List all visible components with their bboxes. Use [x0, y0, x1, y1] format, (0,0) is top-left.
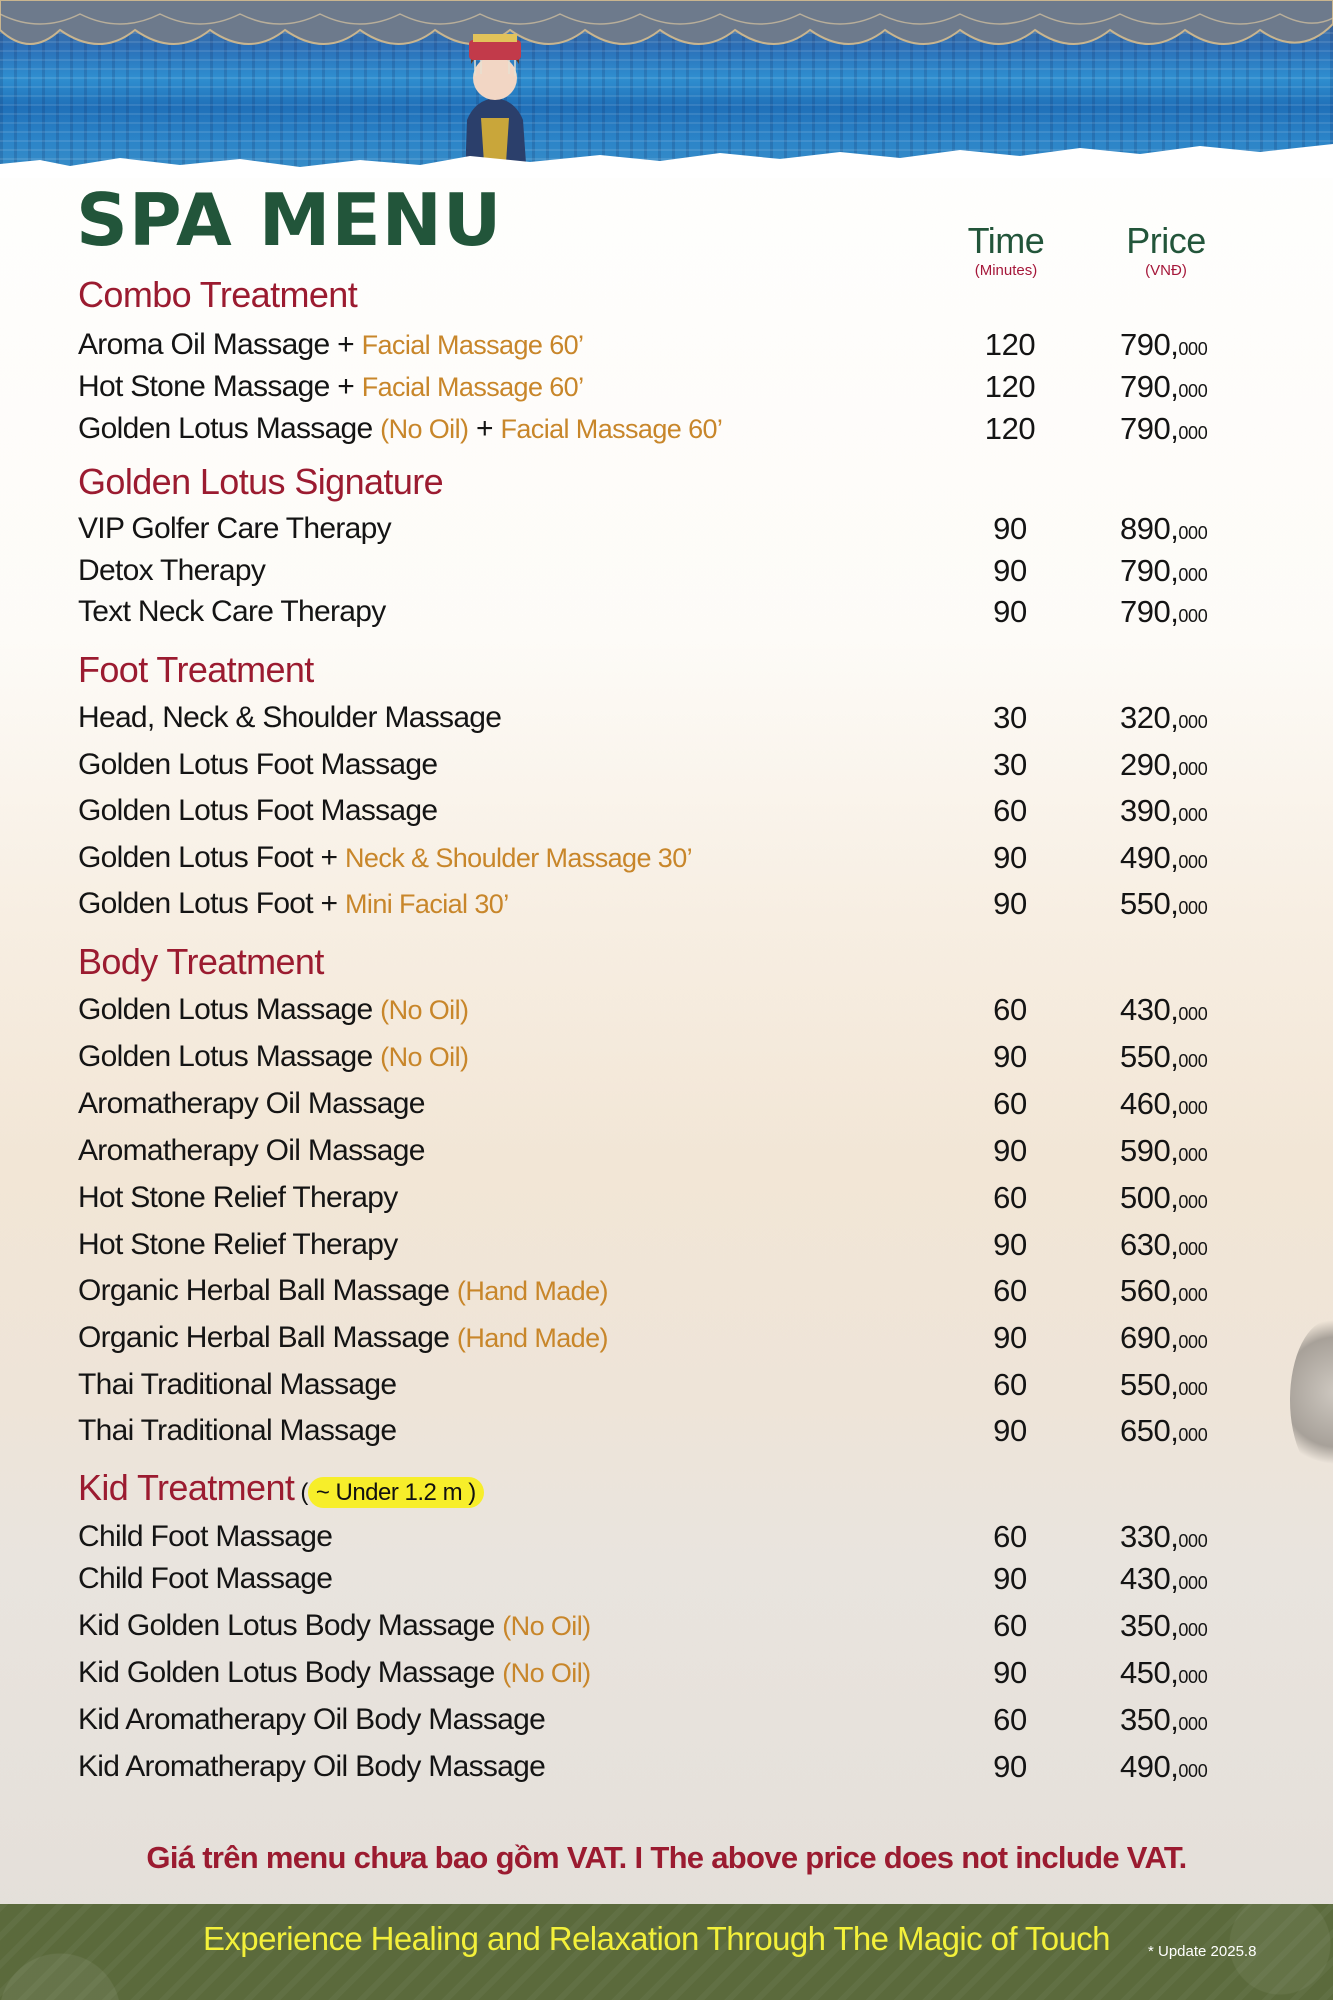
treatment-label: Hot Stone Massage + — [78, 370, 355, 403]
treatment-time: 60 — [993, 1608, 1027, 1643]
time-header-label: Time — [967, 220, 1045, 261]
treatment-time: 90 — [993, 886, 1027, 921]
treatment-addon: (No Oil) — [380, 414, 469, 444]
menu-row — [0, 1037, 1333, 1077]
treatment-price — [1120, 1037, 1207, 1081]
treatment-name: Child Foot Massage — [78, 1520, 333, 1553]
treatment-addon: (Hand Made) — [456, 1276, 608, 1306]
price-thousands: 000 — [1178, 712, 1208, 732]
treatment-price — [1120, 884, 1207, 928]
kid-section-label: Kid Treatment — [78, 1467, 295, 1508]
price-thousands: 000 — [1178, 1192, 1208, 1212]
price-main: 450, — [1120, 1655, 1179, 1690]
menu-row — [0, 1178, 1333, 1218]
menu-row — [0, 367, 1333, 407]
price-thousands: 000 — [1178, 1239, 1208, 1259]
treatment-time: 30 — [993, 700, 1027, 735]
treatment-price — [1120, 1225, 1207, 1269]
treatment-addon: Neck & Shoulder Massage 30’ — [345, 843, 693, 873]
treatment-label: Golden Lotus Foot + — [78, 887, 338, 920]
price-main: 430, — [1120, 992, 1179, 1027]
kid-height-note — [300, 1479, 483, 1506]
treatment-addon: (No Oil) — [380, 1042, 469, 1072]
menu-row — [0, 1606, 1333, 1646]
treatment-time: 60 — [993, 1702, 1027, 1737]
treatment-name — [78, 838, 692, 878]
price-main: 790, — [1120, 369, 1179, 404]
menu-row — [0, 1271, 1333, 1311]
treatment-addon: Facial Massage 60’ — [500, 414, 723, 444]
treatment-price — [1120, 1365, 1207, 1409]
treatment-time: 60 — [993, 793, 1027, 828]
price-header-unit: (VNĐ) — [1145, 262, 1187, 279]
menu-row — [0, 1318, 1333, 1358]
price-thousands: 000 — [1178, 1379, 1208, 1399]
menu-row — [0, 791, 1333, 831]
menu-row — [0, 1131, 1333, 1171]
price-thousands: 000 — [1178, 1332, 1208, 1352]
treatment-name: Hot Stone Relief Therapy — [78, 1181, 398, 1214]
price-thousands: 000 — [1178, 1004, 1208, 1024]
treatment-name: Thai Traditional Massage — [78, 1414, 397, 1447]
price-thousands: 000 — [1178, 1051, 1208, 1071]
price-main: 650, — [1120, 1413, 1179, 1448]
price-main: 490, — [1120, 1749, 1179, 1784]
treatment-time: 90 — [993, 1227, 1027, 1262]
menu-row — [0, 1365, 1333, 1405]
section-title-combo: Combo Treatment — [78, 274, 358, 315]
section-title-body: Body Treatment — [78, 941, 324, 982]
price-thousands: 000 — [1178, 1425, 1208, 1445]
price-thousands: 000 — [1178, 523, 1208, 543]
treatment-name: Aromatherapy Oil Massage — [78, 1087, 425, 1120]
price-thousands: 000 — [1178, 1714, 1208, 1734]
menu-row — [0, 325, 1333, 365]
treatment-name — [78, 409, 722, 449]
menu-row — [0, 1747, 1333, 1787]
treatment-name — [78, 1318, 608, 1358]
treatment-price — [1120, 1318, 1207, 1362]
treatment-price — [1120, 990, 1207, 1034]
treatment-price — [1120, 698, 1207, 742]
treatment-name — [78, 325, 583, 365]
footer-slogan: Experience Healing and Relaxation Through The Magic of Touch — [203, 1920, 1110, 1957]
treatment-label: Golden Lotus Massage — [78, 993, 373, 1026]
treatment-name: Kid Aromatherapy Oil Body Massage — [78, 1703, 546, 1736]
treatment-name: Hot Stone Relief Therapy — [78, 1228, 398, 1261]
treatment-time: 120 — [984, 327, 1036, 362]
menu-row — [0, 1559, 1333, 1599]
treatment-time: 30 — [993, 747, 1027, 782]
menu-row — [0, 838, 1333, 878]
price-main: 430, — [1120, 1561, 1179, 1596]
menu-row — [0, 1411, 1333, 1451]
treatment-plus: + — [476, 412, 493, 445]
price-main: 790, — [1120, 327, 1179, 362]
treatment-time: 60 — [993, 992, 1027, 1027]
kid-note-open: ( — [300, 1479, 308, 1506]
price-thousands: 000 — [1178, 805, 1208, 825]
price-main: 560, — [1120, 1273, 1179, 1308]
price-thousands: 000 — [1178, 1531, 1208, 1551]
treatment-price — [1120, 838, 1207, 882]
update-note: * Update 2025.8 — [1148, 1943, 1257, 1960]
treatment-price — [1120, 1178, 1207, 1222]
treatment-time: 90 — [993, 511, 1027, 546]
treatment-time: 90 — [993, 1039, 1027, 1074]
price-thousands: 000 — [1178, 381, 1208, 401]
treatment-price — [1120, 1700, 1207, 1744]
price-main: 350, — [1120, 1608, 1179, 1643]
price-thousands: 000 — [1178, 1145, 1208, 1165]
treatment-name: Golden Lotus Foot Massage — [78, 748, 438, 781]
treatment-price — [1120, 1517, 1207, 1561]
treatment-time: 60 — [993, 1367, 1027, 1402]
treatment-time: 90 — [993, 1320, 1027, 1355]
treatment-name: Kid Aromatherapy Oil Body Massage — [78, 1750, 546, 1783]
treatment-time: 120 — [984, 369, 1036, 404]
treatment-addon: Facial Massage 60’ — [361, 330, 584, 360]
price-main: 460, — [1120, 1086, 1179, 1121]
price-thousands: 000 — [1178, 1620, 1208, 1640]
price-main: 550, — [1120, 1039, 1179, 1074]
treatment-label: Organic Herbal Ball Massage — [78, 1321, 450, 1354]
menu-row — [0, 745, 1333, 785]
price-thousands: 000 — [1178, 1573, 1208, 1593]
treatment-time: 90 — [993, 840, 1027, 875]
menu-row — [0, 551, 1333, 591]
treatment-time: 90 — [993, 1749, 1027, 1784]
menu-row — [0, 409, 1333, 449]
treatment-label: Golden Lotus Massage — [78, 1040, 373, 1073]
treatment-name: Child Foot Massage — [78, 1562, 333, 1595]
treatment-price — [1120, 509, 1207, 553]
price-thousands: 000 — [1178, 759, 1208, 779]
price-main: 790, — [1120, 594, 1179, 629]
menu-row — [0, 990, 1333, 1030]
treatment-price — [1120, 1606, 1207, 1650]
section-title-foot: Foot Treatment — [78, 649, 314, 690]
price-main: 290, — [1120, 747, 1179, 782]
treatment-price — [1120, 551, 1207, 595]
treatment-price — [1120, 1747, 1207, 1791]
treatment-label: Golden Lotus Massage — [78, 412, 373, 445]
price-main: 490, — [1120, 840, 1179, 875]
price-thousands: 000 — [1178, 852, 1208, 872]
treatment-price — [1120, 325, 1207, 369]
treatment-price — [1120, 367, 1207, 411]
price-main: 630, — [1120, 1227, 1179, 1262]
treatment-time: 90 — [993, 594, 1027, 629]
page-title: SPA MENU — [76, 178, 503, 262]
treatment-name — [78, 884, 509, 924]
treatment-addon: (No Oil) — [502, 1611, 591, 1641]
price-main: 550, — [1120, 1367, 1179, 1402]
treatment-price — [1120, 409, 1207, 453]
treatment-name: Golden Lotus Foot Massage — [78, 794, 438, 827]
price-thousands: 000 — [1178, 423, 1208, 443]
treatment-price — [1120, 1653, 1207, 1697]
treatment-price — [1120, 592, 1207, 636]
price-main: 500, — [1120, 1180, 1179, 1215]
price-main: 550, — [1120, 886, 1179, 921]
price-header-label: Price — [1126, 220, 1206, 261]
price-main: 790, — [1120, 553, 1179, 588]
treatment-time: 90 — [993, 1413, 1027, 1448]
price-main: 590, — [1120, 1133, 1179, 1168]
menu-row — [0, 1517, 1333, 1557]
height-highlight: ~ Under 1.2 m ) — [308, 1477, 484, 1508]
price-thousands: 000 — [1178, 606, 1208, 626]
treatment-name: Head, Neck & Shoulder Massage — [78, 701, 502, 734]
treatment-time: 90 — [993, 1133, 1027, 1168]
treatment-price — [1120, 1131, 1207, 1175]
price-main: 330, — [1120, 1519, 1179, 1554]
menu-row — [0, 1225, 1333, 1265]
price-main: 350, — [1120, 1702, 1179, 1737]
treatment-name — [78, 1606, 590, 1646]
treatment-addon: (No Oil) — [502, 1658, 591, 1688]
treatment-label: Organic Herbal Ball Massage — [78, 1274, 450, 1307]
treatment-price — [1120, 1559, 1207, 1603]
section-title-kid — [78, 1466, 484, 1515]
treatment-price — [1120, 791, 1207, 835]
price-thousands: 000 — [1178, 1761, 1208, 1781]
treatment-addon: Mini Facial 30’ — [345, 889, 509, 919]
treatment-name: Text Neck Care Therapy — [78, 595, 386, 628]
treatment-addon: (Hand Made) — [456, 1323, 608, 1353]
treatment-time: 90 — [993, 553, 1027, 588]
treatment-time: 90 — [993, 1655, 1027, 1690]
treatment-label: Aroma Oil Massage + — [78, 328, 354, 361]
treatment-name — [78, 1271, 608, 1311]
treatment-time: 90 — [993, 1561, 1027, 1596]
price-thousands: 000 — [1178, 1667, 1208, 1687]
treatment-name — [78, 1037, 468, 1077]
treatment-name: VIP Golfer Care Therapy — [78, 512, 391, 545]
treatment-time: 60 — [993, 1086, 1027, 1121]
treatment-name: Detox Therapy — [78, 554, 266, 587]
treatment-time: 120 — [984, 411, 1036, 446]
menu-row — [0, 1653, 1333, 1693]
treatment-time: 60 — [993, 1273, 1027, 1308]
menu-row — [0, 1084, 1333, 1124]
treatment-time: 60 — [993, 1519, 1027, 1554]
treatment-time: 60 — [993, 1180, 1027, 1215]
section-title-signature: Golden Lotus Signature — [78, 461, 444, 502]
treatment-label: Kid Golden Lotus Body Massage — [78, 1656, 495, 1689]
time-header-unit: (Minutes) — [974, 262, 1038, 279]
treatment-price — [1120, 1271, 1207, 1315]
price-main: 890, — [1120, 511, 1179, 546]
price-main: 790, — [1120, 411, 1179, 446]
treatment-name: Thai Traditional Massage — [78, 1368, 397, 1401]
treatment-price — [1120, 745, 1207, 789]
price-main: 690, — [1120, 1320, 1179, 1355]
treatment-price — [1120, 1084, 1207, 1128]
treatment-label: Kid Golden Lotus Body Massage — [78, 1609, 495, 1642]
menu-row — [0, 509, 1333, 549]
menu-row — [0, 884, 1333, 924]
treatment-name — [78, 990, 468, 1030]
treatment-price — [1120, 1411, 1207, 1455]
treatment-addon: (No Oil) — [380, 995, 469, 1025]
menu-row — [0, 1700, 1333, 1740]
treatment-name — [78, 367, 584, 407]
price-thousands: 000 — [1178, 1285, 1208, 1305]
price-thousands: 000 — [1178, 898, 1208, 918]
treatment-name — [78, 1653, 590, 1693]
vat-disclaimer: Giá trên menu chưa bao gồm VAT. I The above price does not include VAT. — [146, 1840, 1187, 1875]
price-thousands: 000 — [1178, 1098, 1208, 1118]
treatment-label: Golden Lotus Foot + — [78, 841, 338, 874]
price-main: 320, — [1120, 700, 1179, 735]
treatment-name: Aromatherapy Oil Massage — [78, 1134, 425, 1167]
menu-row — [0, 592, 1333, 632]
price-main: 390, — [1120, 793, 1179, 828]
price-thousands: 000 — [1178, 565, 1208, 585]
treatment-addon: Facial Massage 60’ — [361, 372, 584, 402]
price-thousands: 000 — [1178, 339, 1208, 359]
menu-row — [0, 698, 1333, 738]
